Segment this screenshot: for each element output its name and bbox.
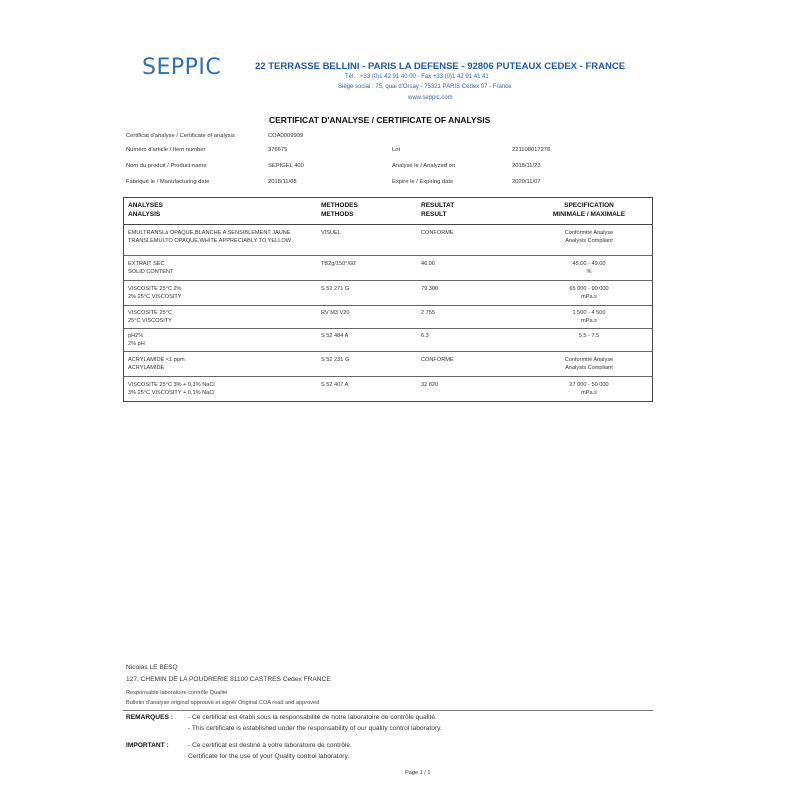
- result: CONFORME: [421, 357, 454, 363]
- result: 32 820: [421, 382, 439, 388]
- analysis-fr: EXTRAIT SEC: [128, 261, 165, 267]
- seppic-logo: SEPPIC: [142, 55, 222, 80]
- analysis-fr: VISCOSITE 25°C: [128, 310, 172, 316]
- header-methods-fr: METHODES: [321, 202, 358, 209]
- analysis-fr: EMULTRANSLà OPAQUE,BLANCHE A SENSIBLEMENT JAUNE: [128, 230, 291, 236]
- result: 79 300: [421, 286, 439, 292]
- method: RV M3 V20: [321, 310, 350, 316]
- signatory-role: Responsable laboratoire contrôle Qualité: [126, 690, 228, 696]
- spec-line-2: %: [586, 269, 592, 275]
- spec-line-1: 27 000 - 50 000: [569, 382, 609, 388]
- analysis-fr: ACRYLAMIDE <1 ppm: [128, 357, 185, 363]
- analyzed-on-value: 2018/11/23: [512, 163, 541, 169]
- table-row: [124, 281, 652, 306]
- analysis-en: 3% 25°C VISCOSITY + 0,1% NaCl: [128, 390, 215, 396]
- expiring-date-label: Expire le / Expiring date: [392, 179, 454, 185]
- spec-line-1: 65 000 - 90 000: [569, 286, 609, 292]
- item-number-value: 376675: [268, 147, 288, 153]
- header-spec-1: SPECIFICATION: [564, 202, 614, 209]
- table-row: [124, 256, 652, 281]
- analysis-table: [123, 197, 653, 402]
- page-number: Page 1 / 1: [405, 770, 431, 776]
- analysis-fr: pH2%: [128, 333, 144, 339]
- method: VISUEL: [321, 230, 341, 236]
- cert-number-label: Certificat d'analyse / Certificate of analysis: [126, 133, 235, 139]
- method: S 52 484 A: [321, 333, 349, 339]
- signatory-approval: Bulletin d'analyse original approuvé et signé/ Original COA read and approved: [126, 700, 320, 706]
- spec-line-1: 5.5 - 7.5: [578, 333, 600, 339]
- company-address: 22 TERRASSE BELLINI - PARIS LA DEFENSE - 92806 PUTEAUX CEDEX - FRANCE: [255, 61, 626, 72]
- analysis-en: 2% pH: [128, 341, 145, 347]
- spec-line-1: 1 500 - 4 500: [572, 310, 606, 316]
- spec-line-2: Analysis Compliant: [565, 238, 613, 244]
- head-office: Siège social : 75, quai d'Orsay - 75321 PARIS Cedex 07 - France: [338, 84, 512, 90]
- table-row: [124, 352, 652, 377]
- product-name-label: Nom du produit / Product name: [126, 163, 207, 169]
- spec-line-1: Conformité Analyse: [564, 357, 614, 363]
- important-line-1: - Ce certificat est destiné à votre laboratoire de contrôle.: [188, 742, 352, 749]
- analysis-en: 25°C VISCOSITY: [128, 318, 172, 324]
- analyzed-on-label: Analysé le / Analyzed on: [392, 163, 456, 169]
- lot-label: Lot: [392, 147, 401, 153]
- remarks-label: REMARQUES :: [126, 714, 173, 721]
- expiring-date-value: 2020/11/07: [512, 179, 541, 185]
- divider: [123, 710, 653, 711]
- header-methods-en: METHODS: [321, 211, 354, 218]
- analysis-en: ACRYLAMIDE: [128, 365, 165, 371]
- header-result-en: RESULT: [421, 211, 447, 218]
- header-analyses-en: ANALYSIS: [128, 211, 161, 218]
- cert-number-value: COA0009909: [268, 133, 304, 139]
- website-link[interactable]: www.seppic.com: [408, 95, 453, 101]
- method: TB2g/150°/60': [321, 261, 357, 267]
- analysis-en: TRANSLEMULTO OPAQUE,WHITE APPRECIABLY TO YELLOW: [128, 238, 291, 244]
- method: S 52 271 G: [321, 286, 350, 292]
- result: CONFORME: [421, 230, 454, 236]
- header-analyses-fr: ANALYSES: [128, 202, 163, 209]
- analysis-fr: VISCOSITE 25°C 3% + 0,1% NaCl: [128, 382, 215, 388]
- header-spec-2: MINIMALE / MAXIMALE: [552, 211, 626, 218]
- remarks-line-2: - This certificate is established under the responsability of our quality control laboratory.: [188, 725, 442, 732]
- spec-line-2: mPa.s: [581, 390, 597, 396]
- table-row: [124, 329, 652, 352]
- table-row: [124, 377, 652, 401]
- document-title: CERTIFICAT D'ANALYSE / CERTIFICATE OF ANALYSIS: [269, 115, 491, 125]
- important-line-2: Certificate for the use of your Quality control laboratory.: [188, 753, 350, 760]
- header-result-fr: RESULTAT: [421, 202, 455, 209]
- analysis-en: SOLID CONTENT: [128, 269, 174, 275]
- result: 6.3: [421, 333, 429, 339]
- signatory-address: 127, CHEMIN DE LA POUDRERIE 81100 CASTRES Cedex FRANCE: [126, 676, 331, 683]
- spec-line-2: Analysis Compliant: [565, 365, 613, 371]
- analysis-en: 2% 25°C VISCOSITY: [128, 294, 182, 300]
- manufacturing-date-label: Fabriqué le / Manufacturing date: [126, 179, 210, 185]
- item-number-label: Numéro d'article / Item number: [126, 147, 206, 153]
- remarks-line-1: - Ce certificat est établi sous la responsabilité de notre laboratoire de contrôle qualité.: [188, 714, 437, 721]
- table-row: [124, 306, 652, 329]
- lot-value: 221108017278: [512, 147, 551, 153]
- phone-fax: Tél. : +33 (0)1 42 91 40 00 - Fax +33 (0)1 42 91 41 41: [345, 74, 489, 80]
- table-row: [124, 225, 652, 256]
- result: 2 755: [421, 310, 435, 316]
- spec-line-2: mPa.s: [581, 318, 597, 324]
- manufacturing-date-value: 2018/11/08: [268, 179, 297, 185]
- spec-line-1: Conformité Analyse: [564, 230, 614, 236]
- method: S 52 231 G: [321, 357, 350, 363]
- result: 46.06: [421, 261, 435, 267]
- signatory-name: Nicolas LE BESQ: [126, 664, 178, 671]
- analysis-fr: VISCOSITE 25°C 2%: [128, 286, 182, 292]
- important-label: IMPORTANT :: [126, 742, 169, 749]
- table-header: [124, 198, 652, 225]
- method: S 52 407 A: [321, 382, 349, 388]
- spec-line-2: mPa.s: [581, 294, 597, 300]
- spec-line-1: 45.00 - 49.00: [572, 261, 606, 267]
- product-name-value: SEPIGEL 400: [268, 163, 304, 169]
